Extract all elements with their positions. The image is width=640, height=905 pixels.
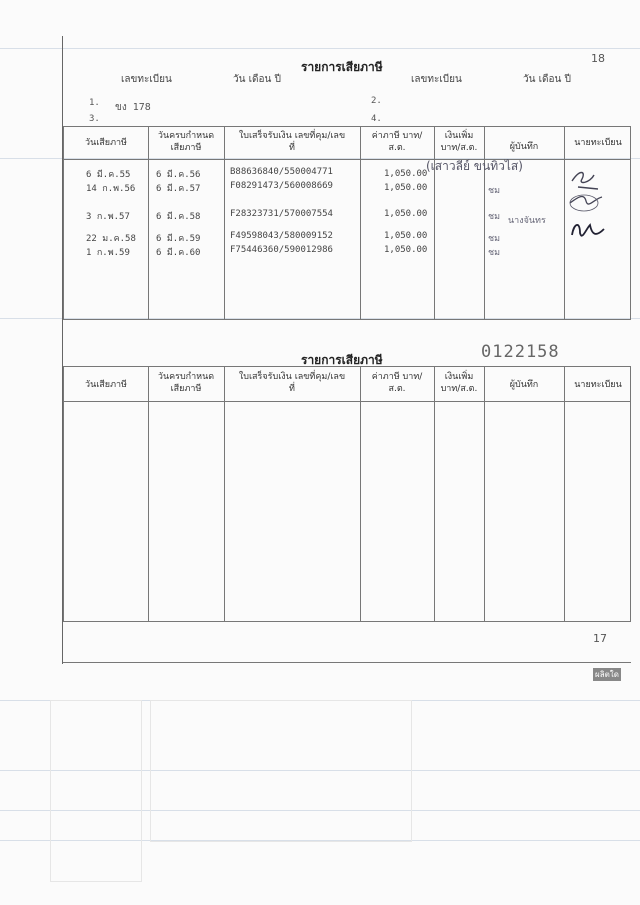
row2-tax: 1,050.00: [384, 183, 428, 193]
reg-num-4: 4.: [371, 114, 382, 124]
reg-value-1: ขง 178: [115, 102, 151, 113]
row1-paid: 6 มี.ค.55: [86, 170, 131, 180]
tax-table-2: [63, 366, 631, 622]
col-header-registrar: นายทะเบียน: [574, 380, 622, 390]
tax-table-1: [63, 126, 631, 320]
row3-paid: 3 ก.พ.57: [86, 212, 130, 222]
row5-recorder: ชม: [488, 248, 501, 258]
col-divider: [434, 127, 435, 319]
section1-title: รายการเสียภาษี: [301, 60, 383, 74]
row2-paid: 14 ก.พ.56: [86, 184, 136, 194]
row4-paid: 22 ม.ค.58: [86, 234, 136, 244]
date-header-left: วัน เดือน ปี: [233, 74, 281, 85]
row5-due: 6 มี.ค.60: [156, 248, 201, 258]
reg-num-2: 2.: [371, 96, 382, 106]
reg-num-1: 1.: [89, 98, 100, 108]
row3-due: 6 มี.ค.58: [156, 212, 201, 222]
col-header-due-date: วันครบกำหนด เสียภาษี: [157, 131, 215, 153]
row1-tax: 1,050.00: [384, 169, 428, 179]
col-header-registrar: นายทะเบียน: [574, 138, 622, 148]
col-divider: [148, 367, 149, 621]
registration-document: [62, 36, 631, 679]
registrar-signatures: [564, 163, 624, 253]
col-header-due-date: วันครบกำหนด เสียภาษี: [157, 372, 215, 394]
col-header-paid-date: วันเสียภาษี: [85, 380, 127, 390]
col-header-extra: เงินเพิ่ม บาท/ส.ต.: [440, 372, 478, 394]
row5-paid: 1 ก.พ.59: [86, 248, 130, 258]
col-divider: [484, 367, 485, 621]
page-number-bottom: 17: [593, 632, 607, 645]
page-number-top: 18: [591, 52, 605, 65]
col-divider: [434, 367, 435, 621]
col-divider: [484, 127, 485, 319]
col-header-receipt: ใบเสร็จรับเงิน เลขที่คุม/เลขที่: [238, 372, 346, 394]
bleed-through: [150, 700, 412, 842]
col-header-extra: เงินเพิ่ม บาท/ส.ต.: [440, 131, 478, 153]
col-divider: [148, 127, 149, 319]
reg-no-header-left: เลขทะเบียน: [121, 74, 172, 85]
row2-due: 6 มี.ค.57: [156, 184, 201, 194]
row1-due: 6 มี.ค.56: [156, 170, 201, 180]
col-header-tax: ค่าภาษี บาท/ส.ต.: [371, 131, 423, 153]
recorder-stamp-2: นางจันทร: [508, 216, 546, 226]
row5-tax: 1,050.00: [384, 245, 428, 255]
row5-receipt: F75446360/590012986: [230, 245, 333, 255]
row1-receipt: B88636840/550004771: [230, 167, 333, 177]
col-header-receipt: ใบเสร็จรับเงิน เลขที่คุม/เลขที่: [238, 131, 346, 153]
recorder-name-stamp: (เสาวลีย์ ขนทิวไส): [426, 159, 523, 173]
row4-recorder: ชม: [488, 234, 501, 244]
col-divider: [564, 367, 565, 621]
col-divider: [224, 127, 225, 319]
footer-mark: ผลิตใด: [595, 670, 619, 679]
row2-receipt: F08291473/560008669: [230, 181, 333, 191]
bottom-border: [63, 662, 631, 663]
row2-recorder: ชม: [488, 186, 501, 196]
section2-title: รายการเสียภาษี: [301, 353, 383, 367]
date-header-right: วัน เดือน ปี: [523, 74, 571, 85]
reg-no-header-right: เลขทะเบียน: [411, 74, 462, 85]
col-divider: [224, 367, 225, 621]
row3-recorder: ชม: [488, 212, 501, 222]
row3-tax: 1,050.00: [384, 209, 428, 219]
row4-receipt: F49598043/580009152: [230, 231, 333, 241]
reg-num-3: 3.: [89, 114, 100, 124]
col-header-paid-date: วันเสียภาษี: [85, 138, 127, 148]
col-header-recorder: ผู้บันทึก: [509, 380, 539, 390]
col-header-tax: ค่าภาษี บาท/ส.ต.: [371, 372, 423, 394]
col-header-recorder: ผู้บันทึก: [509, 142, 539, 152]
row4-tax: 1,050.00: [384, 231, 428, 241]
bleed-through: [50, 700, 142, 882]
col-divider: [360, 127, 361, 319]
col-divider: [360, 367, 361, 621]
row3-receipt: F28323731/570007554: [230, 209, 333, 219]
row4-due: 6 มี.ค.59: [156, 234, 201, 244]
serial-number: 0122158: [481, 342, 560, 362]
